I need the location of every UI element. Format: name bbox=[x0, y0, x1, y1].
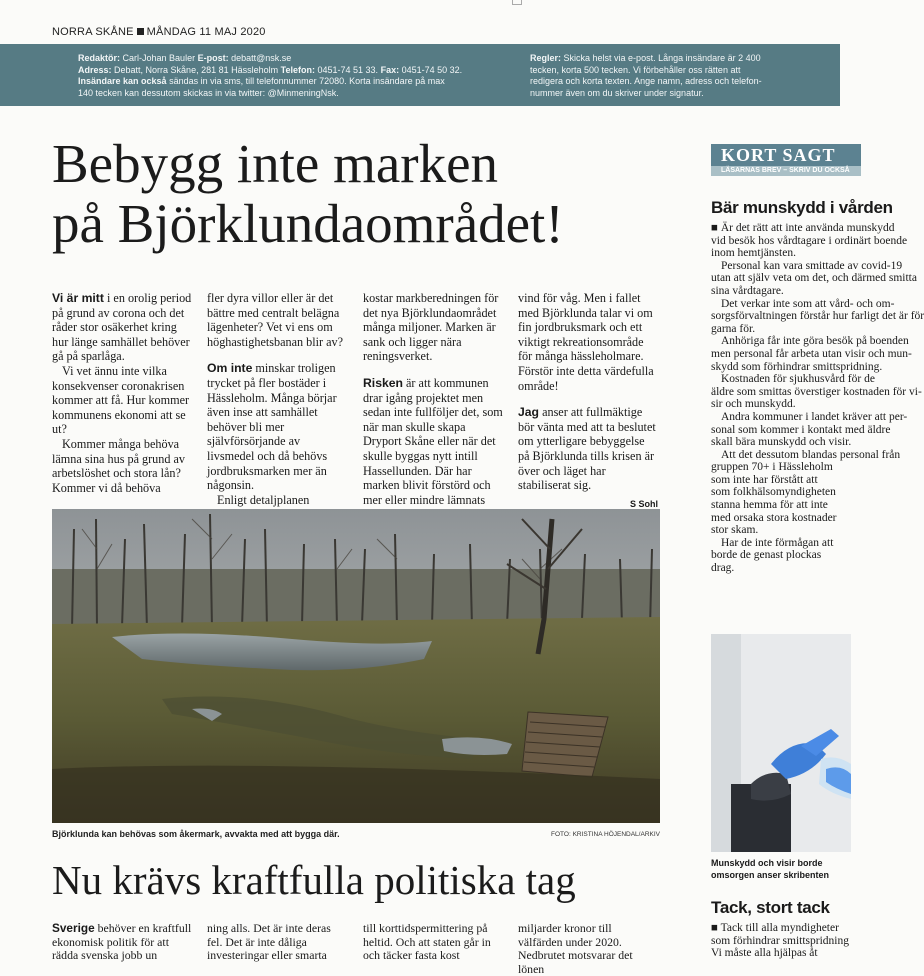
paragraph: anser att fullmäktige bör vänta med att ta beslutet om ytterligare bebyggelse på Björklunda tills krisen är över och läget har stabiliserat sig. bbox=[518, 405, 656, 493]
article-2-column-4 bbox=[518, 922, 658, 976]
paragraph: i en orolig period på grund av corona och det råder stor osäkerhet kring hur länge samhället behöver gå på sparlåga. bbox=[52, 291, 192, 364]
address: Debatt, Norra Skåne, 281 81 Hässleholm bbox=[114, 64, 279, 75]
section-name: NORRA SKÅNE bbox=[52, 26, 134, 38]
kicker: Om inte bbox=[207, 361, 253, 376]
twitter-line: 140 tecken kan dessutom skickas in via twitter: @MinmeningNsk. bbox=[78, 87, 339, 98]
sidebar-text-line: Anhöriga får inte göra besök på boenden bbox=[721, 335, 909, 348]
sidebar-text-line: ■ Tack till alla myndigheter bbox=[711, 922, 839, 934]
sidebar-text-line: stor skam. bbox=[711, 524, 759, 537]
rules-line-3: redigera och korta texten. Ange namn, adress och telefon- bbox=[530, 76, 762, 86]
sidebar-letter-2-text bbox=[711, 922, 861, 960]
article-2-column-3 bbox=[363, 922, 503, 963]
caption-line: omsorgen anser skribenten bbox=[711, 870, 830, 880]
paragraph: Vi vet ännu inte vilka konsekvenser coronakrisen kommer att få. Hur kommer kommunens ekonomi att se ut? bbox=[52, 363, 190, 437]
editor-name: Carl-Johan Bauler bbox=[122, 53, 196, 63]
article-2-column-1 bbox=[52, 922, 192, 963]
sidebar-text-line: Det verkar inte som att vård- och om- bbox=[721, 297, 895, 310]
paragraph: fler dyra villor eller är det bättre med centralt belägna lägenheter? Vet vi ens om höghastighetsbanan blir av? bbox=[207, 291, 344, 349]
fax: 0451-74 50 32. bbox=[401, 64, 463, 75]
sidebar-text-line: skall bära munskydd och visir. bbox=[711, 436, 852, 449]
contact-info-bar bbox=[0, 44, 840, 106]
kort-sagt-sidebar bbox=[705, 140, 924, 960]
paragraph: Kommer många behöva lämna sina hus på grund av arbetslöshet och stora lån? Kommer vi då behöva bbox=[52, 436, 186, 495]
sidebar-text-line: med orsaka stora kostnader bbox=[711, 511, 837, 524]
email-label: E-post: bbox=[197, 53, 229, 63]
rules-info bbox=[530, 53, 800, 99]
sidebar-text-line: Vi måste alla hjälpas åt bbox=[711, 947, 818, 960]
article-column-4 bbox=[518, 291, 658, 511]
sidebar-text-line: sonal som kommer i kontakt med äldre bbox=[711, 423, 891, 436]
sidebar-text-line: sorgsförvaltningen förstår hur farligt det är för bbox=[711, 310, 924, 323]
sidebar-text-line: garna för. bbox=[711, 322, 756, 335]
paragraph: till korttidspermittering på heltid. Och att staten går in och täcker fasta kost bbox=[363, 921, 491, 962]
sidebar-banner: KORT SAGT bbox=[711, 144, 861, 166]
editor-label: Redaktör: bbox=[78, 53, 121, 63]
article-column-2 bbox=[207, 291, 347, 507]
separator-square-icon bbox=[137, 28, 144, 35]
sidebar-letter-text bbox=[711, 222, 924, 575]
paragraph: miljarder kronor till välfärden under 2020. Nedbrutet motsvarar det lönen bbox=[518, 921, 633, 976]
article-column-3 bbox=[363, 291, 503, 507]
paragraph: är att kommunen drar igång projektet men sedan inte fullföljer det, som när man skulle skapa Dryport Skåne eller när det skulle byggas nytt intill Hassellunden. Där har marken blivit förstörd och mer eller mindre lämnats bbox=[363, 375, 503, 507]
paragraph: minskar troligen trycket på fler bostäder i Hässleholm. Många börjar även inse att samhället behöver bli mer självförsörjande av livsmedel och då behövs jordbruksmarken mer än någonsin. bbox=[207, 361, 337, 493]
sidebar-text-line: stanna hemma för att inte bbox=[711, 499, 828, 512]
sidebar-text-line: vid besök hos vårdtagare i ordinärt boende bbox=[711, 234, 908, 247]
fax-label: Fax: bbox=[380, 64, 400, 75]
paragraph: behöver en kraftfull ekonomisk politik för att rädda svenska jobb un bbox=[52, 921, 192, 962]
sidebar-headline-2: Tack, stort tack bbox=[711, 898, 830, 917]
paragraph: kostar markberedningen för det nya Björklundaområdet många miljoner. Marken är sank och ligger nära reningsverket. bbox=[363, 291, 499, 364]
sidebar-text-line: men personal får arbeta utan visir och mun- bbox=[711, 347, 912, 360]
sidebar-text-line: Att det dessutom blandas personal från bbox=[721, 448, 901, 461]
article-column-1 bbox=[52, 291, 192, 495]
photo-caption: Björklunda kan behövas som åkermark, avvakta med att bygga där. bbox=[52, 829, 340, 839]
wetland-field-image bbox=[52, 509, 660, 823]
sidebar-text-line: som förhindrar smittspridning bbox=[711, 934, 849, 947]
sidebar-text-line: ■ Är det rätt att inte använda munskydd bbox=[711, 222, 895, 234]
email-link[interactable]: debatt@nsk.se bbox=[231, 53, 292, 63]
article-2-column-2 bbox=[207, 922, 347, 963]
kicker: Risken bbox=[363, 375, 403, 390]
sidebar-text-line: sina vårdtagare. bbox=[711, 284, 784, 297]
sidebar-text-line: drag. bbox=[711, 562, 735, 575]
kicker: Jag bbox=[518, 405, 540, 420]
rules-label: Regler: bbox=[530, 53, 562, 63]
contact-info bbox=[78, 53, 478, 99]
sms-label: Insändare kan också bbox=[78, 76, 167, 86]
phone-label: Telefon: bbox=[280, 64, 315, 75]
headline-line-1: Bebygg inte marken bbox=[52, 133, 498, 194]
sidebar-text-line: som folkhälsomyndigheten bbox=[711, 486, 836, 499]
article-2-headline: Nu krävs kraftfulla politiska tag bbox=[52, 857, 576, 903]
address-label: Adress: bbox=[78, 64, 112, 75]
sidebar-subbanner: LÄSARNAS BREV – SKRIV DU OCKSÅ bbox=[711, 166, 861, 176]
headline-line-2: på Björklundaområdet! bbox=[52, 193, 564, 254]
phone: 0451-74 51 33. bbox=[317, 64, 379, 75]
sidebar-photo-caption bbox=[711, 857, 829, 881]
paragraph: vind för våg. Men i fallet med Björklunda talar vi om fin jordbruksmark och ett viktigt rekreationsområde för många hässleholmare. Förstör inte detta värdefulla område! bbox=[518, 291, 654, 393]
sidebar-text-line: utan att själv veta om det, och därmed smitta bbox=[711, 272, 917, 285]
sidebar-photo bbox=[711, 634, 851, 852]
sidebar-text-line: skydd som förhindrar smittspridning. bbox=[711, 360, 883, 373]
sidebar-text-line: inom hemtjänsten. bbox=[711, 247, 796, 260]
sidebar-text-line: borde de genast plockas bbox=[711, 549, 822, 562]
sidebar-text-line: som inte har förstått att bbox=[711, 473, 818, 486]
caption-line: Munskydd och visir borde bbox=[711, 858, 823, 868]
sidebar-text-line: sir och munskydd. bbox=[711, 398, 796, 411]
sidebar-text-line: äldre som smittas överstiger kostnaden för vi- bbox=[711, 385, 922, 398]
sms-text: sändas in via sms, till telefonnummer 72080. Korta insändare på max bbox=[169, 76, 445, 86]
kicker: Vi är mitt bbox=[52, 291, 104, 305]
sidebar-headline: Bär munskydd i vården bbox=[711, 198, 893, 217]
page-edge-mark bbox=[512, 0, 522, 5]
kicker: Sverige bbox=[52, 921, 95, 935]
rules-line-1: Skicka helst via e-post. Långa insändare är 2 400 bbox=[563, 53, 761, 63]
landscape-photo bbox=[52, 509, 660, 823]
author-signature: S Sohl bbox=[629, 498, 658, 509]
rules-line-2: tecken, korta 500 tecken. Vi förbehåller oss rätten att bbox=[530, 64, 741, 75]
sidebar-text-line: gruppen 70+ i Hässleholm bbox=[711, 461, 833, 474]
sidebar-text-line: Personal kan vara smittade av covid-19 bbox=[721, 259, 903, 272]
photo-credit: FOTO: KRISTINA HÖJENDAL/ARKIV bbox=[551, 831, 660, 838]
gloved-hands-image bbox=[711, 634, 851, 852]
sidebar-text-line: Kostnaden för sjukhusvård för de bbox=[721, 373, 875, 386]
sidebar-text-line: Har de inte förmågan att bbox=[721, 536, 834, 549]
masthead bbox=[52, 26, 266, 38]
sidebar-text-line: Andra kommuner i landet kräver att per- bbox=[721, 410, 908, 423]
issue-date: MÅNDAG 11 MAJ 2020 bbox=[146, 26, 266, 38]
paragraph: ning alls. Det är inte deras fel. Det är inte dåliga investeringar eller smarta bbox=[207, 921, 331, 962]
rules-line-4: nummer även om du skriver under signatur. bbox=[530, 87, 704, 98]
article-headline bbox=[52, 134, 672, 254]
paragraph: Enligt detaljplanen bbox=[217, 492, 310, 507]
